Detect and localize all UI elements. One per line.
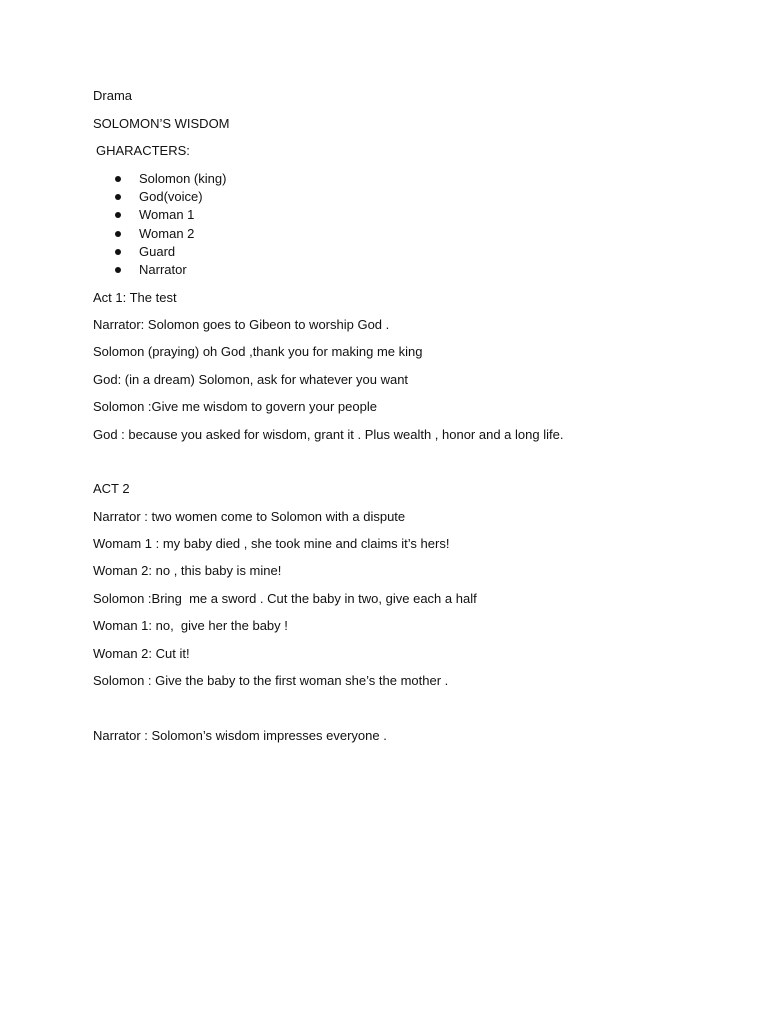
bullet-icon: [115, 194, 121, 200]
script-line: Narrator : two women come to Solomon with a dispute: [93, 509, 406, 524]
script-line: Woman 2: Cut it!: [93, 646, 190, 661]
script-line: God : because you asked for wisdom, grant it . Plus wealth , honor and a long life.: [93, 427, 564, 442]
character-name: Woman 2: [139, 226, 195, 241]
script-line: Woman 2: no , this baby is mine!: [93, 563, 282, 578]
script-line: Womam 1 : my baby died , she took mine and claims it’s hers!: [93, 536, 450, 551]
script-line: God: (in a dream) Solomon, ask for whatever you want: [93, 372, 409, 387]
act2-heading: ACT 2: [93, 481, 130, 496]
bullet-icon: [115, 212, 121, 218]
document-title: SOLOMON’S WISDOM: [93, 116, 230, 131]
script-line: Narrator: Solomon goes to Gibeon to worship God .: [93, 317, 390, 332]
script-line: Woman 1: no, give her the baby !: [93, 618, 288, 633]
bullet-icon: [115, 267, 121, 273]
script-line: Solomon : Give the baby to the first woman she’s the mother .: [93, 673, 449, 688]
script-line: Solomon (praying) oh God ,thank you for making me king: [93, 344, 423, 359]
character-name: Solomon (king): [139, 171, 227, 186]
character-name: Guard: [139, 244, 176, 259]
act1-heading: Act 1: The test: [93, 290, 177, 305]
character-name: God(voice): [139, 189, 203, 204]
bullet-icon: [115, 231, 121, 237]
characters-heading: GHARACTERS:: [96, 143, 190, 158]
document-label: Drama: [93, 88, 133, 103]
character-name: Narrator: [139, 262, 187, 277]
closing-line: Narrator : Solomon’s wisdom impresses everyone .: [93, 728, 387, 743]
script-line: Solomon :Bring me a sword . Cut the baby in two, give each a half: [93, 591, 477, 606]
character-name: Woman 1: [139, 207, 195, 222]
script-line: Solomon :Give me wisdom to govern your people: [93, 399, 377, 414]
bullet-icon: [115, 249, 121, 255]
bullet-icon: [115, 176, 121, 182]
